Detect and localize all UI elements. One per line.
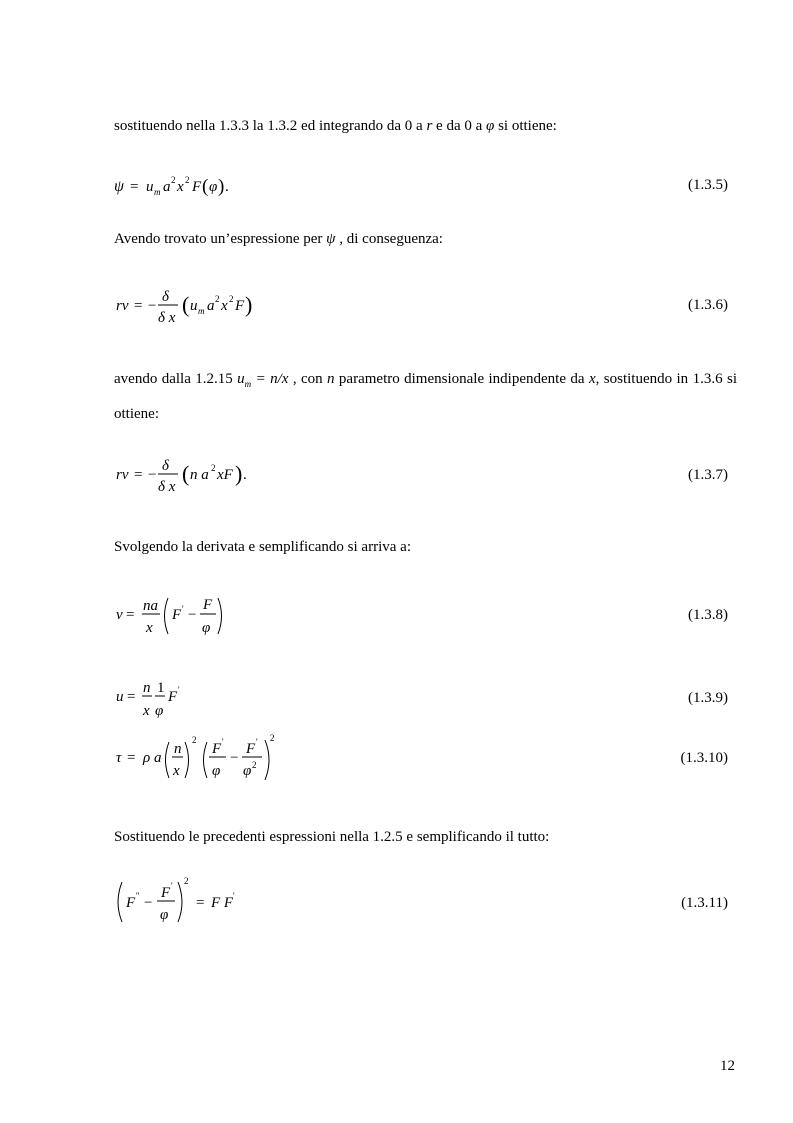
equation-number: (1.3.5)	[688, 177, 728, 193]
svg-text:2: 2	[211, 463, 216, 473]
svg-text:F F: F F	[211, 895, 234, 911]
svg-text:): )	[245, 292, 253, 317]
svg-text:1: 1	[157, 680, 165, 696]
svg-text:': '	[171, 881, 173, 891]
equation-1-3-5-formula	[114, 172, 274, 200]
equation-1-3-10	[114, 732, 314, 789]
equation-1-3-5	[114, 172, 274, 205]
svg-text:2: 2	[192, 735, 197, 745]
svg-text:x: x	[177, 179, 184, 195]
svg-text:−: −	[148, 467, 157, 483]
svg-text:φ: φ	[209, 179, 218, 195]
svg-text:): )	[235, 461, 243, 486]
svg-text:F: F	[212, 741, 222, 757]
paragraph-text: Svolgendo la derivata e semplificando si arriva a:	[114, 539, 411, 555]
svg-text:u: u	[146, 179, 154, 195]
paragraph-5	[114, 827, 549, 847]
equation-1-3-10-formula	[114, 732, 314, 784]
svg-text:'': ''	[136, 891, 140, 901]
svg-text:.: .	[243, 467, 247, 483]
svg-text:': '	[222, 737, 224, 747]
paragraph-1	[114, 116, 557, 136]
svg-text:F: F	[246, 741, 256, 757]
svg-text:2: 2	[184, 876, 189, 886]
equation-1-3-6-formula	[114, 286, 294, 328]
variable-u: u	[237, 371, 245, 387]
paragraph-text: e da 0 a	[432, 118, 487, 134]
svg-text:δ: δ	[162, 458, 169, 474]
paragraph-text: sostituendo nella 1.3.3 la 1.3.2 ed integrando da 0 a	[114, 118, 427, 134]
svg-text:φ: φ	[202, 620, 211, 636]
svg-text:2: 2	[270, 733, 275, 743]
variable-x: x	[588, 371, 596, 387]
svg-text:F: F	[161, 885, 171, 901]
svg-text:F: F	[126, 895, 136, 911]
paragraph-3	[114, 364, 737, 429]
svg-text:F: F	[235, 298, 245, 314]
svg-text:): )	[218, 176, 225, 197]
svg-text:=: =	[196, 895, 205, 911]
inline-equation: = n/x	[251, 371, 289, 387]
svg-text:−: −	[144, 895, 153, 911]
svg-text:F: F	[172, 607, 182, 623]
subscript-m: m	[244, 379, 252, 389]
svg-text:m: m	[198, 306, 205, 316]
svg-text:2: 2	[252, 760, 257, 770]
equation-number: (1.3.11)	[681, 895, 728, 911]
svg-text:na: na	[143, 598, 158, 614]
svg-text:(: (	[182, 292, 190, 317]
page-number: 12	[720, 1058, 735, 1074]
svg-text:rv: rv	[116, 467, 129, 483]
equation-1-3-8	[114, 594, 254, 645]
svg-text:n: n	[143, 680, 151, 696]
paragraph-text: , di conseguenza:	[335, 231, 443, 247]
variable-phi: φ	[486, 118, 495, 134]
svg-text:n: n	[174, 741, 182, 757]
svg-text:ρ a: ρ a	[143, 750, 162, 766]
variable-r: r	[426, 118, 433, 134]
equation-number: (1.3.8)	[688, 607, 728, 623]
paragraph-text: , sostituendo in 1.3.6 si ottiene:	[114, 371, 737, 422]
svg-text:=: =	[126, 607, 135, 623]
svg-text:δ x: δ x	[158, 310, 176, 326]
equation-1-3-11-formula	[114, 876, 274, 928]
paragraph-2	[114, 229, 443, 249]
svg-text:': '	[182, 604, 184, 614]
svg-text:2: 2	[171, 175, 176, 185]
svg-text:φ: φ	[160, 907, 169, 923]
paragraph-4	[114, 537, 411, 557]
svg-text:.: .	[225, 179, 229, 195]
equation-1-3-9	[114, 677, 214, 726]
paragraph-text: avendo dalla 1.2.15	[114, 371, 238, 387]
svg-text:(: (	[202, 176, 209, 197]
svg-text:m: m	[154, 187, 161, 197]
equation-1-3-6	[114, 286, 294, 333]
svg-text:(: (	[182, 461, 190, 486]
svg-text:x: x	[146, 620, 153, 636]
svg-text:x: x	[173, 763, 180, 779]
equation-1-3-7	[114, 455, 294, 502]
svg-text:': '	[256, 737, 258, 747]
svg-text:': '	[178, 685, 180, 695]
svg-text:xF: xF	[217, 467, 233, 483]
svg-text:u: u	[190, 298, 198, 314]
svg-text:−: −	[188, 607, 197, 623]
paragraph-text: Avendo trovato un’espressione per	[114, 231, 327, 247]
equation-1-3-8-formula	[114, 594, 254, 640]
variable-psi: ψ	[326, 231, 336, 247]
svg-text:ψ: ψ	[114, 178, 124, 195]
paragraph-text: , con	[288, 371, 328, 387]
svg-text:a: a	[207, 298, 215, 314]
svg-text:a: a	[163, 179, 171, 195]
paragraph-text: parametro dimensionale indipendente da	[334, 371, 589, 387]
svg-text:φ: φ	[212, 763, 221, 779]
svg-text:v: v	[116, 607, 123, 623]
svg-text:2: 2	[229, 294, 234, 304]
svg-text:': '	[233, 891, 235, 901]
svg-text:φ: φ	[243, 763, 252, 779]
svg-text:τ: τ	[116, 750, 122, 766]
svg-text:x: x	[221, 298, 228, 314]
svg-text:x: x	[143, 703, 150, 719]
equation-number: (1.3.6)	[688, 297, 728, 313]
svg-text:δ: δ	[162, 289, 169, 305]
paragraph-text: si ottiene:	[494, 118, 557, 134]
svg-text:=: =	[134, 467, 143, 483]
svg-text:=: =	[130, 179, 139, 195]
svg-text:φ: φ	[155, 703, 164, 719]
paragraph-text: Sostituendo le precedenti espressioni nella 1.2.5 e semplificando il tutto:	[114, 829, 550, 845]
svg-text:−: −	[148, 298, 157, 314]
svg-text:rv: rv	[116, 298, 129, 314]
equation-1-3-11	[114, 876, 274, 933]
svg-text:δ x: δ x	[158, 479, 176, 495]
svg-text:n a: n a	[190, 467, 209, 483]
svg-text:2: 2	[215, 294, 220, 304]
variable-n: n	[327, 371, 335, 387]
equation-number: (1.3.10)	[680, 750, 728, 766]
equation-number: (1.3.9)	[688, 690, 728, 706]
svg-text:=: =	[134, 298, 143, 314]
svg-text:F: F	[168, 689, 178, 705]
svg-text:u: u	[116, 689, 124, 705]
equation-number: (1.3.7)	[688, 467, 728, 483]
svg-text:=: =	[127, 689, 136, 705]
svg-text:F: F	[192, 179, 202, 195]
svg-text:−: −	[230, 750, 239, 766]
svg-text:2: 2	[185, 175, 190, 185]
equation-1-3-9-formula	[114, 677, 214, 721]
equation-1-3-7-formula	[114, 455, 294, 497]
svg-text:F: F	[203, 597, 213, 613]
svg-text:=: =	[127, 750, 136, 766]
